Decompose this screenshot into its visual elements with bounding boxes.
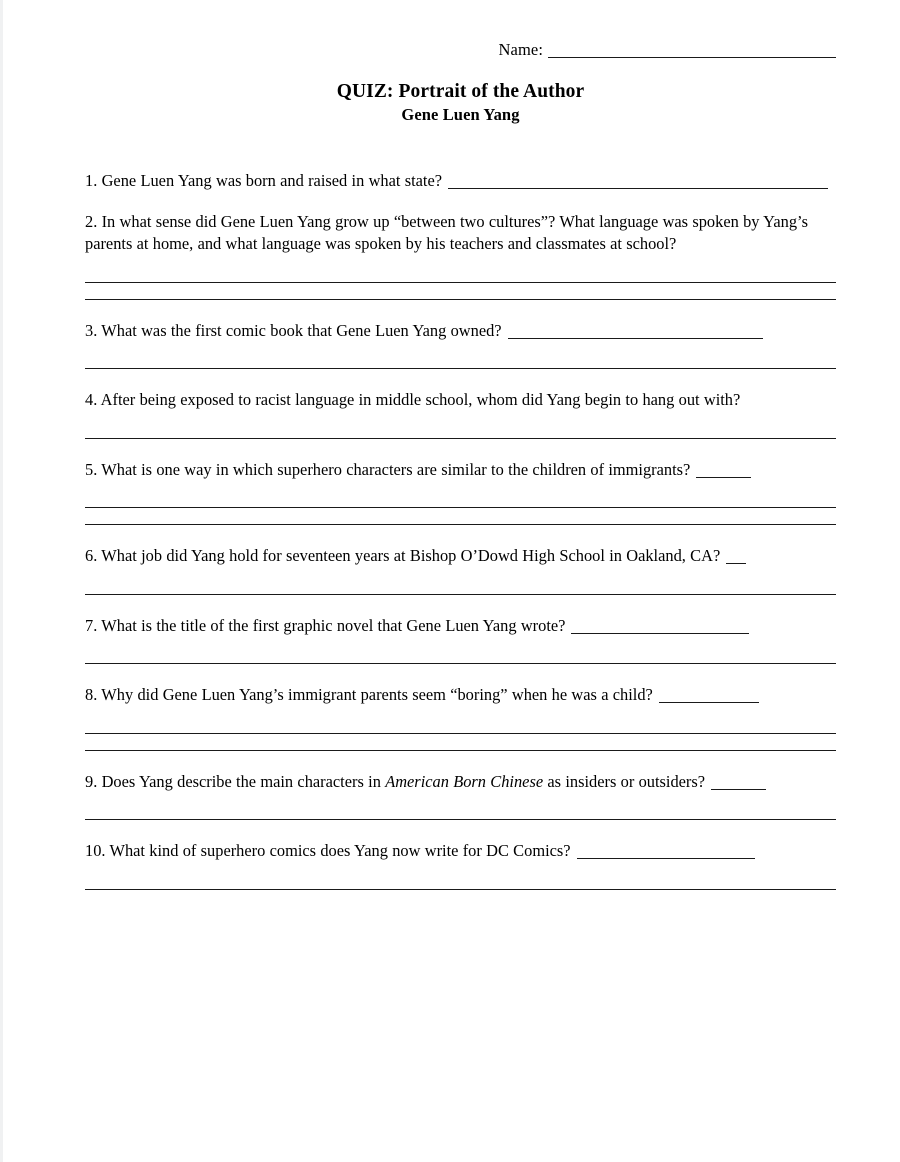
question-gap	[85, 525, 836, 545]
question-gap	[85, 193, 836, 211]
name-label: Name:	[498, 40, 543, 59]
answer-line-spacer	[85, 481, 836, 507]
question-text-part: 4. After being exposed to racist language in middle school, whom did Yang begin to hang out with?	[85, 390, 741, 409]
question-item	[85, 545, 836, 615]
question-text	[85, 545, 836, 568]
question-text-part: 9. Does Yang describe the main characters in	[85, 771, 386, 791]
name-field-row	[85, 40, 836, 60]
answer-line-spacer	[85, 568, 836, 594]
question-text-part: 5. What is one way in which superhero characters are similar to the children of immigrants?	[85, 459, 691, 479]
question-item	[85, 211, 836, 320]
question-text-part: 1. Gene Luen Yang was born and raised in what state?	[85, 171, 443, 190]
answer-line-spacer	[85, 637, 836, 663]
page-subtitle: Gene Luen Yang	[401, 105, 520, 124]
question-gap	[85, 751, 836, 771]
answer-line-spacer	[85, 793, 836, 819]
question-text-part: 2. In what sense did Gene Luen Yang grow up “between two cultures”? What language was spoken by Yang’s parents at home, and what language was spoken by his teachers and classmates at school?	[85, 211, 808, 253]
answer-line-spacer	[85, 342, 836, 368]
question-text-part: as insiders or outsiders?	[543, 771, 706, 791]
question-text	[85, 211, 836, 256]
answer-blank-line[interactable]	[85, 889, 836, 890]
answer-line-spacer	[85, 508, 836, 524]
question-text	[85, 684, 836, 707]
answer-line-spacer	[85, 734, 836, 750]
question-text	[85, 389, 836, 412]
answer-blank-inline[interactable]	[711, 789, 766, 790]
answer-blank-inline[interactable]	[577, 858, 755, 859]
question-text	[85, 615, 836, 638]
question-item	[85, 840, 836, 890]
answer-line-spacer	[85, 256, 836, 282]
question-text	[85, 840, 836, 863]
question-text	[85, 771, 836, 794]
question-text-part: 10. What kind of superhero comics does Yang now write for DC Comics?	[85, 841, 571, 860]
book-title-italic: American Born Chinese	[385, 771, 544, 791]
question-gap	[85, 820, 836, 840]
answer-blank-inline[interactable]	[726, 563, 746, 564]
question-list	[85, 170, 836, 890]
answer-blank-inline[interactable]	[571, 633, 749, 634]
answer-line-spacer	[85, 283, 836, 299]
answer-line-spacer	[85, 707, 836, 733]
question-text	[85, 320, 836, 343]
question-gap	[85, 300, 836, 320]
answer-blank-inline[interactable]	[659, 702, 759, 703]
title-block	[85, 80, 836, 126]
answer-blank-inline[interactable]	[508, 338, 763, 339]
answer-line-spacer	[85, 412, 836, 438]
answer-blank-inline[interactable]	[448, 188, 828, 189]
question-item	[85, 615, 836, 685]
question-item	[85, 459, 836, 546]
question-gap	[85, 439, 836, 459]
question-item	[85, 684, 836, 771]
question-text	[85, 459, 836, 482]
question-text-part: 6. What job did Yang hold for seventeen years at Bishop O’Dowd High School in Oakland, CA?	[85, 546, 721, 565]
page-title: QUIZ: Portrait of the Author	[336, 81, 585, 102]
name-write-in-blank[interactable]	[548, 57, 836, 58]
answer-blank-inline[interactable]	[696, 477, 751, 478]
question-item	[85, 170, 836, 211]
answer-line-spacer	[85, 863, 836, 889]
question-gap	[85, 369, 836, 389]
question-text-part: 3. What was the first comic book that Gene Luen Yang owned?	[85, 320, 502, 340]
question-text-part: 8. Why did Gene Luen Yang’s immigrant parents seem “boring” when he was a child?	[85, 685, 653, 704]
question-gap	[85, 595, 836, 615]
question-item	[85, 389, 836, 459]
question-text	[85, 170, 836, 193]
question-text-part: 7. What is the title of the first graphic novel that Gene Luen Yang wrote?	[85, 615, 566, 635]
question-item	[85, 771, 836, 841]
question-gap	[85, 664, 836, 684]
question-item	[85, 320, 836, 390]
